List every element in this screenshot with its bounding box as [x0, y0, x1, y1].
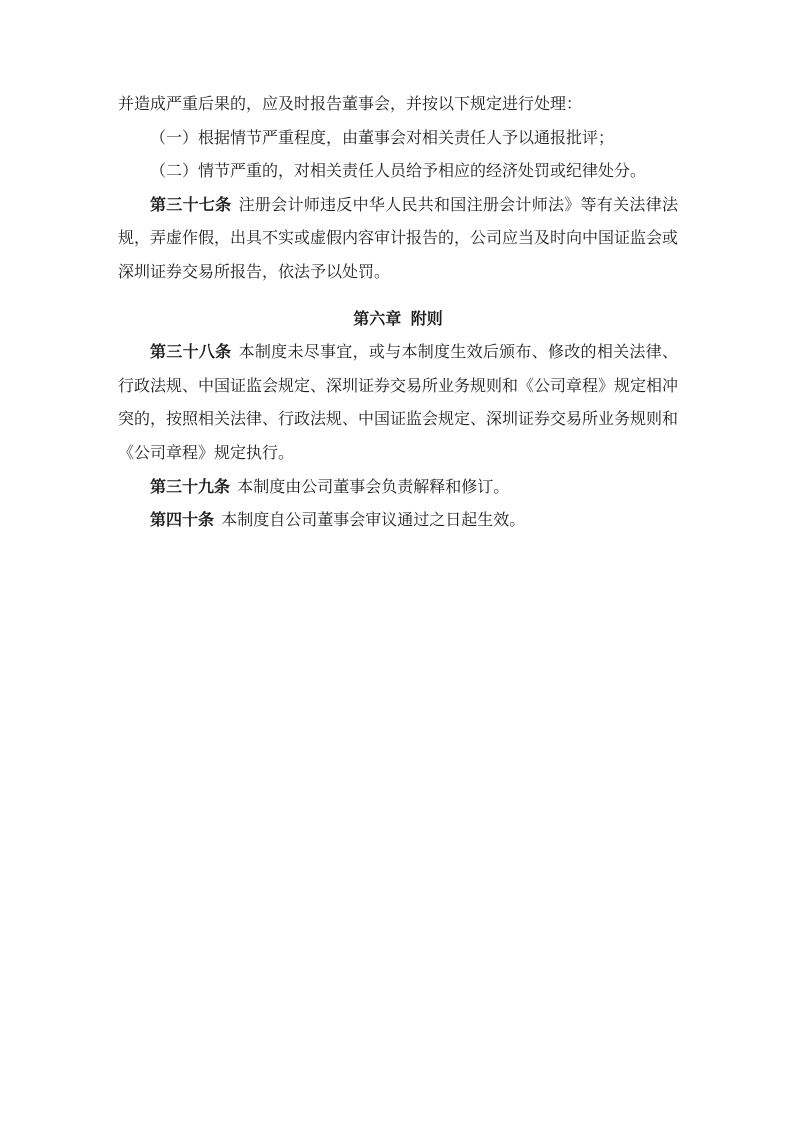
- article-39-number: 第三十九条: [150, 478, 231, 496]
- list-item-2: （二）情节严重的，对相关责任人员给予相应的经济处罚或纪律处分。: [150, 163, 647, 181]
- article-37-number: 第三十七条: [150, 196, 232, 214]
- article-38: [118, 336, 678, 470]
- article-40-text: 本制度自公司董事会审议通过之日起生效。: [221, 512, 526, 530]
- article-40-number: 第四十条: [150, 512, 215, 530]
- article-38-number: 第三十八条: [150, 344, 232, 362]
- article-40: [118, 504, 678, 538]
- article-38-text: 本制度未尽事宜，或与本制度生效后颁布、修改的相关法律、行政法规、中国证监会规定、深圳证券交易所业务规则和《公司章程》规定相冲突的，按照相关法律、行政法规、中国证监会规定、深圳证券交易所业务规则和《公司章程》规定执行。: [118, 344, 679, 462]
- article-39-text: 本制度由公司董事会负责解释和修订。: [237, 478, 510, 496]
- article-37: [118, 189, 678, 290]
- article-39: [118, 471, 678, 505]
- paragraph-continuation: 并造成严重后果的，应及时报告董事会，并按以下规定进行处理：: [118, 96, 583, 113]
- chapter-heading: [118, 303, 678, 337]
- list-item-1: （一）根据情节严重程度，由董事会对相关责任人予以通报批评；: [150, 129, 615, 147]
- chapter-title: 附则: [410, 310, 443, 328]
- chapter-number: 第六章: [353, 310, 402, 328]
- article-37-text: 注册会计师违反中华人民共和国注册会计师法》等有关法律法规，弄虚作假，出具不实或虚假内容审计报告的，公司应当及时向中国证监会或深圳证券交易所报告，依法予以处罚。: [118, 196, 679, 281]
- document-content: [118, 88, 678, 538]
